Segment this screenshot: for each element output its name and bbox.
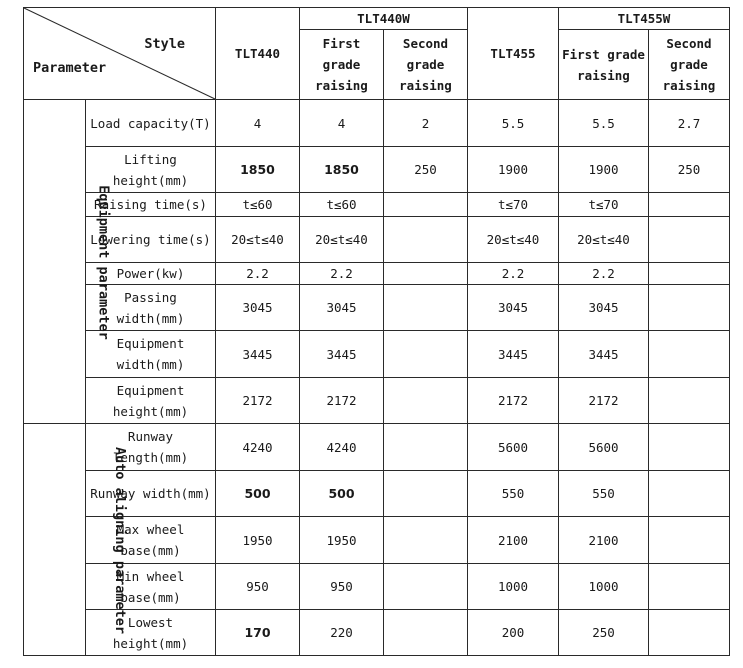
- value-cell: 950: [216, 564, 300, 610]
- value-cell: 4240: [300, 424, 384, 471]
- value-cell: [384, 285, 468, 331]
- value-cell: 1000: [468, 564, 559, 610]
- group-label-equipment-parameter: [24, 100, 112, 424]
- value-cell: 20≤t≤40: [216, 217, 300, 263]
- value-cell: 2100: [468, 517, 559, 564]
- value-cell: 2.7: [649, 100, 730, 147]
- value-cell: 3045: [216, 285, 300, 331]
- model-header-tlt455w: TLT455W: [559, 8, 730, 30]
- value-cell: 20≤t≤40: [559, 217, 649, 263]
- value-cell: [384, 217, 468, 263]
- value-cell: 5600: [559, 424, 649, 471]
- value-cell: 3045: [300, 285, 384, 331]
- param-equipment-height: Equipment height(mm): [86, 378, 216, 424]
- value-cell: 550: [468, 471, 559, 517]
- style-header-label: Style: [144, 36, 185, 52]
- sub-header-second-grade: Second grade raising: [649, 30, 730, 100]
- model-header-tlt455: TLT455: [468, 8, 559, 100]
- value-cell: [649, 564, 730, 610]
- group-label-text: Auto aligning parameter: [111, 446, 128, 634]
- model-header-tlt440w: TLT440W: [300, 8, 468, 30]
- value-cell: 4240: [216, 424, 300, 471]
- value-cell: 5600: [468, 424, 559, 471]
- value-cell: [649, 610, 730, 656]
- param-lowest-height: Lowest height(mm): [86, 610, 216, 656]
- param-runway-width: Runway width(mm): [86, 471, 216, 517]
- value-cell: 4: [216, 100, 300, 147]
- value-cell: 3445: [300, 331, 384, 378]
- value-cell: [384, 193, 468, 217]
- value-cell: [649, 285, 730, 331]
- value-cell: [384, 424, 468, 471]
- value-cell: 3445: [468, 331, 559, 378]
- group-label-auto-aligning-parameter: [24, 424, 128, 656]
- value-cell: [384, 610, 468, 656]
- param-runway-length: Runway length(mm): [86, 424, 216, 471]
- value-cell: 1900: [559, 147, 649, 193]
- value-cell: [649, 378, 730, 424]
- value-cell: 220: [300, 610, 384, 656]
- value-cell: 200: [468, 610, 559, 656]
- param-min-wheel-base: Min wheel base(mm): [86, 564, 216, 610]
- value-cell: 1850: [300, 147, 384, 193]
- value-cell: [649, 193, 730, 217]
- diagonal-divider: [24, 8, 215, 99]
- value-cell: [384, 517, 468, 564]
- value-cell: 2: [384, 100, 468, 147]
- value-cell: 3045: [559, 285, 649, 331]
- value-cell: 1950: [216, 517, 300, 564]
- value-cell: 1850: [216, 147, 300, 193]
- value-cell: t≤70: [559, 193, 649, 217]
- value-cell: 2172: [216, 378, 300, 424]
- param-lifting-height: Lifting height(mm): [86, 147, 216, 193]
- header-corner-cell: [24, 8, 216, 100]
- value-cell: 4: [300, 100, 384, 147]
- value-cell: 2172: [468, 378, 559, 424]
- value-cell: 3045: [468, 285, 559, 331]
- value-cell: [649, 217, 730, 263]
- value-cell: 250: [384, 147, 468, 193]
- value-cell: 1950: [300, 517, 384, 564]
- value-cell: t≤60: [216, 193, 300, 217]
- value-cell: 500: [300, 471, 384, 517]
- sub-header-second-grade: Second grade raising: [384, 30, 468, 100]
- value-cell: 550: [559, 471, 649, 517]
- value-cell: 20≤t≤40: [300, 217, 384, 263]
- value-cell: [649, 471, 730, 517]
- value-cell: 1000: [559, 564, 649, 610]
- value-cell: 5.5: [468, 100, 559, 147]
- param-equipment-width: Equipment width(mm): [86, 331, 216, 378]
- value-cell: 500: [216, 471, 300, 517]
- param-lowering-time: Lowering time(s): [86, 217, 216, 263]
- model-header-tlt440: TLT440: [216, 8, 300, 100]
- value-cell: [384, 564, 468, 610]
- value-cell: 2.2: [468, 263, 559, 285]
- value-cell: 250: [559, 610, 649, 656]
- parameter-header-label: Parameter: [33, 60, 107, 76]
- value-cell: [384, 331, 468, 378]
- spec-table: [23, 7, 730, 656]
- param-passing-width: Passing width(mm): [86, 285, 216, 331]
- value-cell: t≤60: [300, 193, 384, 217]
- value-cell: 2.2: [300, 263, 384, 285]
- param-load-capacity: Load capacity(T): [86, 100, 216, 147]
- value-cell: [649, 517, 730, 564]
- value-cell: 2100: [559, 517, 649, 564]
- param-power: Power(kw): [86, 263, 216, 285]
- sub-header-first-grade: First grade raising: [559, 30, 649, 100]
- group-label-text: Equipment parameter: [95, 184, 112, 340]
- value-cell: 5.5: [559, 100, 649, 147]
- value-cell: [384, 263, 468, 285]
- value-cell: 2172: [300, 378, 384, 424]
- value-cell: 20≤t≤40: [468, 217, 559, 263]
- value-cell: 170: [216, 610, 300, 656]
- value-cell: 3445: [559, 331, 649, 378]
- value-cell: [649, 331, 730, 378]
- value-cell: t≤70: [468, 193, 559, 217]
- sub-header-first-grade: First grade raising: [300, 30, 384, 100]
- param-max-wheel-base: Max wheel base(mm): [86, 517, 216, 564]
- value-cell: [649, 263, 730, 285]
- value-cell: 950: [300, 564, 384, 610]
- value-cell: 2172: [559, 378, 649, 424]
- value-cell: 250: [649, 147, 730, 193]
- param-raising-time: Raising time(s): [86, 193, 216, 217]
- value-cell: 2.2: [216, 263, 300, 285]
- value-cell: [649, 424, 730, 471]
- value-cell: 1900: [468, 147, 559, 193]
- value-cell: [384, 471, 468, 517]
- value-cell: 2.2: [559, 263, 649, 285]
- value-cell: 3445: [216, 331, 300, 378]
- value-cell: [384, 378, 468, 424]
